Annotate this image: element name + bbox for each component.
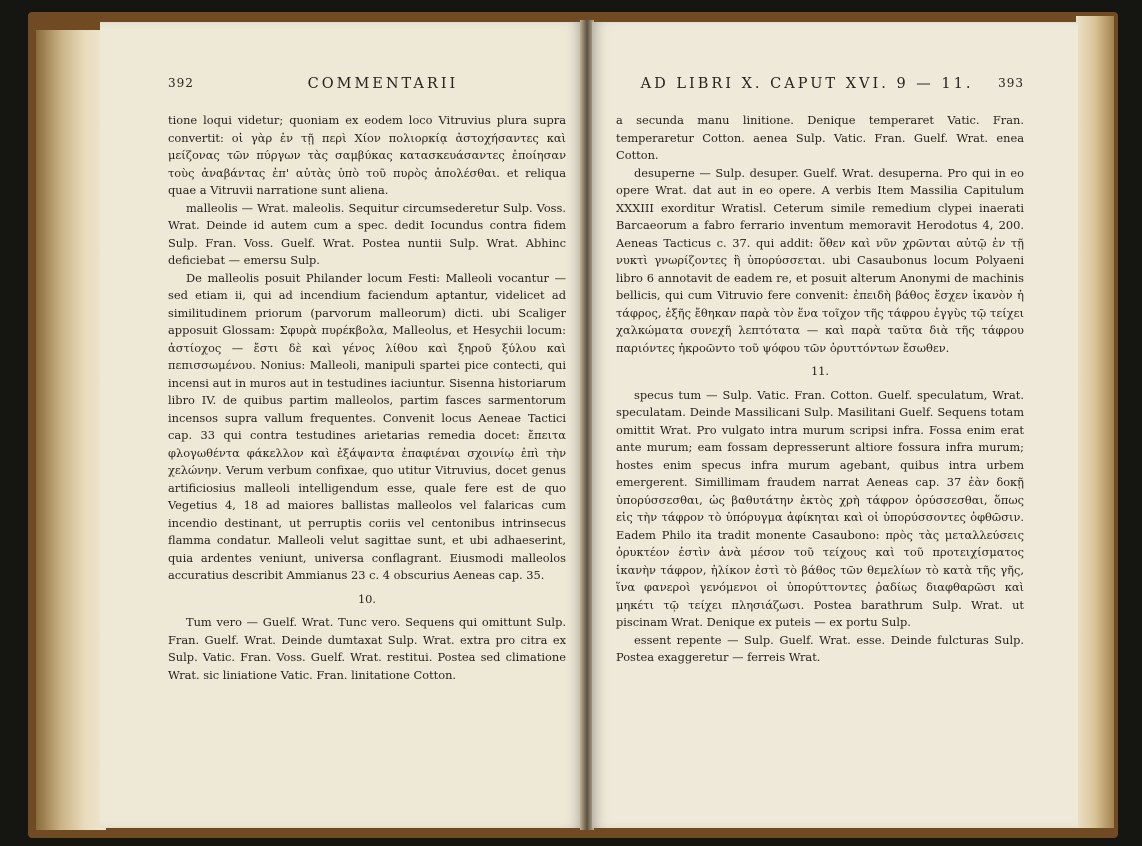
paragraph: tione loqui videtur; quoniam ex eodem loco Vitruvius plura supra convertit: οἱ γὰρ ἐν τῇ περὶ Χίον πολιορκίᾳ ἀστοχήσαντες καὶ μείζονας τῶν πύργων τὰς σαμβύκας κατασκευάσαντες ἐποίησαν τοὺς ἀναβάντας ἐπ' αὐτὰς ὑπὸ τοῦ πυρὸς ἀπολέσθαι. et reliqua quae a Vitruvii narratione sunt aliena. <box>168 113 566 197</box>
paragraph: a secunda manu linitione. Denique temperaret Vatic. Fran. temperaretur Cotton. aenea Sulp. Vatic. Fran. Guelf. Wrat. enea Cotton. <box>616 113 1024 162</box>
right-page-edges <box>1076 16 1114 828</box>
paragraph: Tum vero — Guelf. Wrat. Tunc vero. Sequens qui omittunt Sulp. Fran. Guelf. Wrat. Deinde dumtaxat Sulp. Wrat. extra pro citra ex Sulp. Vatic. Fran. Voss. Guelf. Wrat. restitui. Postea sed climatione Wrat. sic liniatione Vatic. Fran. linitatione Cotton. <box>168 615 566 682</box>
left-page-body <box>168 112 566 684</box>
running-head: COMMENTARII <box>307 76 459 92</box>
page-number: 393 <box>998 76 1024 90</box>
page-number: 392 <box>168 76 194 90</box>
running-head: AD LIBRI X. CAPUT XVI. 9 — 11. <box>640 76 974 92</box>
section-number: 10. <box>357 591 377 606</box>
paragraph: specus tum — Sulp. Vatic. Fran. Cotton. Guelf. speculatum, Wrat. speculatam. Deinde Massilicani Sulp. Masilitani Guelf. Sequens totam omittit Wrat. Pro vulgato intra murum scripsi infra. Fossa enim erat ante murum; eam fossam depresserunt altiore fossura infra murum; hostes enim specus infra murum agebant, quibus intra urbem emergerent. Simillimam fraudem narrat Aeneas cap. 37 ἐὰν δοκῇ ὑπορύσσεσθαι, ὡς βαθυτάτην ἐκτὸς χρὴ τάφρον ὀρύσσεσθαι, ὅπως εἰς τὴν τάφρον τὸ ὑπόρυγμα ἀφίκηται καὶ οἱ ὑπορύσσοντες ὀφθῶσιν. Eadem Philo ita tradit monente Casaubono: πρὸς τὰς μεταλλεύσεις ὀρυκτέον ἐστὶν ἀνὰ μέσον τοῦ τείχους καὶ τοῦ προτειχίσματος ἱκανὴν τάφρον, ἡλίκον ἐστὶ τὸ βάθος τῶν θεμελίων τὸ κατὰ τῆς γῆς, ἵνα φανεροὶ γενόμενοι οἱ ὑπορύττοντες ῥαδίως διαφθαρῶσι καὶ μηκέτι τῷ τείχει πλησιάζωσι. Postea barathrum Sulp. Wrat. ut piscinam Wrat. Denique ex puteis — ex portu Sulp. <box>616 387 1024 629</box>
paragraph: malleolis — Wrat. maleolis. Sequitur circumsederetur Sulp. Voss. Wrat. Deinde id autem cum a spec. dedit Iocundus contra fidem Sulp. Fran. Voss. Guelf. Wrat. Postea nuntii Sulp. Wrat. Abhinc deficiebat — emersu Sulp. <box>168 200 566 267</box>
left-page-edges <box>36 30 106 830</box>
section-number: 11. <box>810 364 830 378</box>
left-page <box>100 22 582 828</box>
paragraph: essent repente — Sulp. Guelf. Wrat. esse. Deinde fulcturas Sulp. Postea exaggeretur — ferreis Wrat. <box>616 632 1024 664</box>
paragraph: desuperne — Sulp. desuper. Guelf. Wrat. desuperna. Pro qui in eo opere Wrat. dat aut in eo opere. A verbis Item Massilia Capitulum XXXIII exorditur Wratisl. Ceterum simile remedium clypei inaerati Barcaeorum a fabro ferrario inventum memoravit Herodotus 4, 200. Aeneas Tacticus c. 37. qui addit: ὅθεν καὶ νῦν χρῶνται αὐτῷ ἐν τῇ νυκτὶ γνωρίζοντες ἢ ὑπορύσσεται. ubi Casaubonus locum Polyaeni libro 6 annotavit de eadem re, et posuit alterum Anonymi de machinis bellicis, qui cum Vitruvio fere convenit: ἐπειδὴ βάθος ἔσχεν ἱκανὸν ἡ τάφρος, ἑξῆς ἔθηκαν παρὰ τὸν ἕνα τοῖχον τῆς τάφρου ἐγγὺς τῷ τείχει χαλκώματα συνεχῆ λεπτότατα — καὶ παρὰ ταῦτα διὰ τῆς τάφρου παριόντες ἠκροῶντο τοῦ ψόφου τῶν ὀρυττόντων ἔσωθεν. <box>616 165 1024 355</box>
left-page-header <box>168 76 572 92</box>
right-page-body <box>616 112 1024 667</box>
right-page-header <box>616 76 1024 92</box>
right-page <box>592 22 1078 828</box>
paragraph: De malleolis posuit Philander locum Festi: Malleoli vocantur — sed etiam ii, qui ad incendium faciendum aptantur, videlicet ad similitudinem priorum (parvorum malleorum) dicti. ubi Scaliger apposuit Glossam: Σφυρὰ πυρέκβολα, Malleolus, et Hesychii locum: ἀστίοχος — ἔστι δὲ καὶ γένος λίθου καὶ ξηροῦ ξύλου καὶ πεπισσωμένου. Nonius: Malleoli, manipuli spartei pice contecti, qui incensi aut in muros aut in testudines iaciuntur. Sisenna historiarum libro IV. de quibus partim malleolos, partim fasces sarmentorum incensos supra vallum frequentes. Convenit locus Aeneae Tactici cap. 33 qui contra testudines arietarias remedia docet: ἔπειτα φλογωθέντα φάκελλον καὶ ἐξάψαντα ἐπαφιέναι σχοινίῳ ἐπὶ τὴν χελώνην. Verum verbum confixae, quo utitur Vitruvius, docet genus artificiosius malleoli intelligendum esse, quale fere est de quo Vegetius 4, 18 ad maiores ballistas malleolos vel falaricas cum incendio destinant, ut perruptis coriis vel centonibus intrinsecus flamma condatur. Malleoli velut sagittae sunt, et ubi adhaeserint, quia ardentes veniunt, universa conflagrant. Eiusmodi malleolos accuratius describit Ammianus 23 c. 4 obscurius Aeneas cap. 35. <box>168 270 566 582</box>
